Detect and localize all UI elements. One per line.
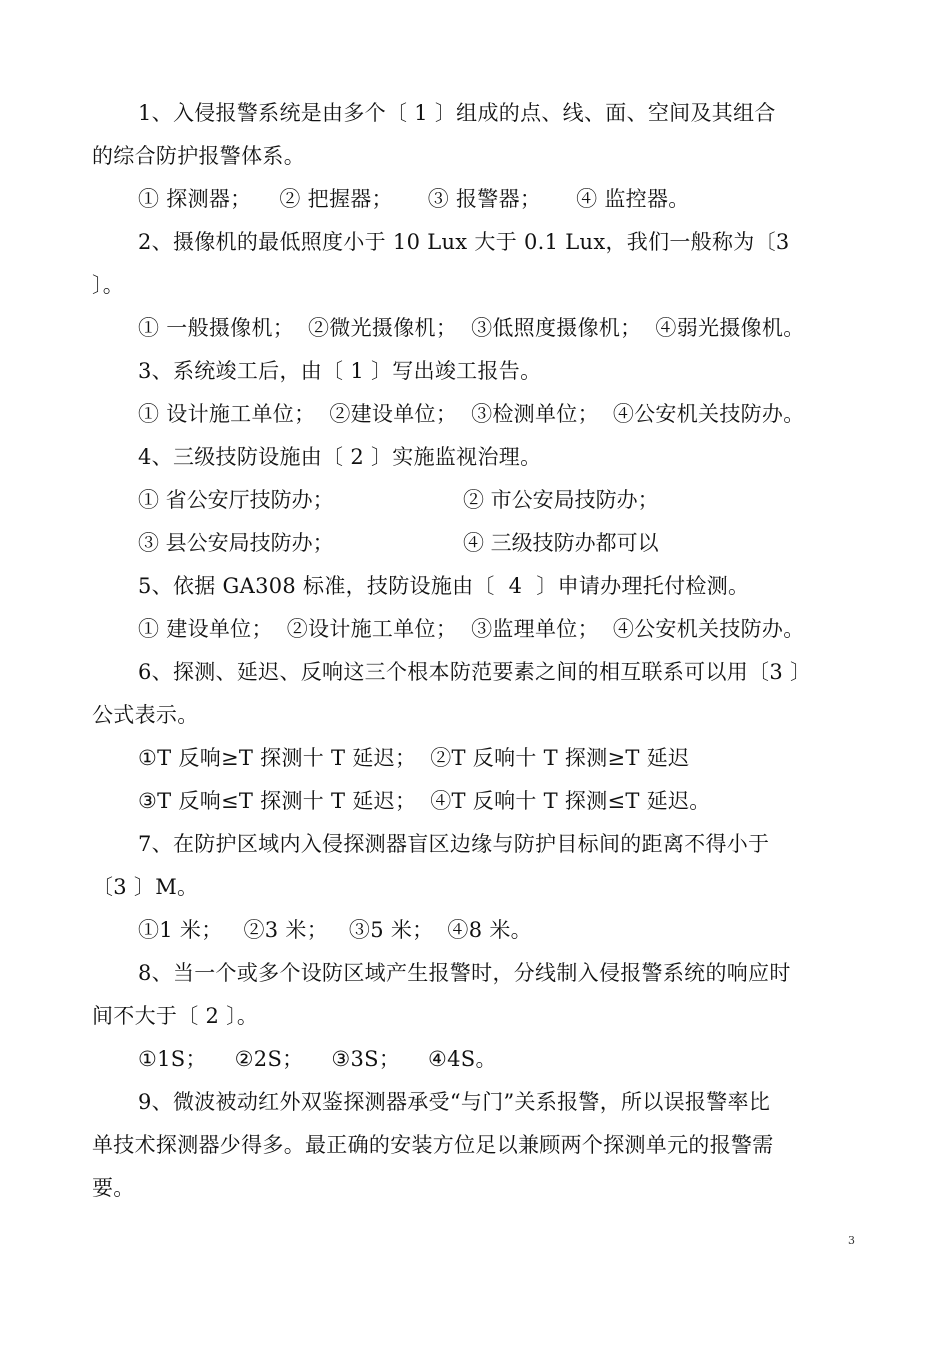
- question-7-options: ①1 米； ②3 米； ③5 米； ④8 米。: [138, 918, 532, 942]
- question-9-line-2: 单技术探测器少得多。最正确的安装方位足以兼顾两个探测单元的报警需: [92, 1133, 774, 1157]
- question-1-options: ① 探测器； ② 把握器； ③ 报警器； ④ 监控器。: [138, 187, 690, 211]
- question-2-options: ① 一般摄像机； ②微光摄像机； ③低照度摄像机； ④弱光摄像机。: [138, 316, 805, 340]
- question-3-line-1: 3、系统竣工后，由〔 1 〕写出竣工报告。: [138, 359, 542, 383]
- question-list: [92, 92, 872, 1210]
- question-2-line-1: 2、摄像机的最低照度小于 10 Lux 大于 0.1 Lux，我们一般称为〔3: [138, 230, 790, 254]
- question-2-line-2: 〕。: [92, 273, 125, 297]
- question-7-line-1: 7、在防护区域内入侵探测器盲区边缘与防护目标间的距离不得小于: [138, 832, 770, 856]
- question-4-option-3: ③ 县公安局技防办；: [138, 531, 334, 555]
- question-4-option-4: ④ 三级技防办都可以: [463, 531, 659, 555]
- question-9-line-1: 9、微波被动红外双鉴探测器承受“与门”关系报警，所以误报警率比: [138, 1090, 771, 1114]
- question-5-options: ① 建设单位； ②设计施工单位； ③监理单位； ④公安机关技防办。: [138, 617, 805, 641]
- question-3-options: ① 设计施工单位； ②建设单位； ③检测单位； ④公安机关技防办。: [138, 402, 805, 426]
- question-4-options-row-1: [92, 479, 872, 522]
- page-number: 3: [848, 1234, 855, 1247]
- question-4-options-row-2: [92, 522, 872, 565]
- question-8-line-2: 间不大于〔 2 〕。: [92, 1004, 259, 1028]
- question-5-line-1: 5、依据 GA308 标准，技防设施由〔 4 〕申请办理托付检测。: [138, 574, 750, 598]
- question-7-line-2: 〔3 〕M。: [92, 875, 199, 899]
- question-8-line-1: 8、当一个或多个设防区域产生报警时，分线制入侵报警系统的响应时: [138, 961, 791, 985]
- question-6-options-2: ③T 反响≤T 探测十 T 延迟； ④T 反响十 T 探测≤T 延迟。: [138, 789, 711, 813]
- question-1-line-1: 1、入侵报警系统是由多个〔 1 〕组成的点、线、面、空间及其组合: [138, 101, 776, 125]
- question-4-option-1: ① 省公安厅技防办；: [138, 488, 334, 512]
- question-4-option-2: ② 市公安局技防办；: [463, 488, 659, 512]
- question-1-line-2: 的综合防护报警体系。: [92, 144, 305, 168]
- question-8-options: ①1S； ②2S； ③3S； ④4S。: [138, 1047, 497, 1071]
- question-6-line-1: 6、探测、延迟、反响这三个根本防范要素之间的相互联系可以用〔3 〕: [138, 660, 812, 684]
- question-4-line-1: 4、三级技防设施由〔 2 〕实施监视治理。: [138, 445, 542, 469]
- question-9-line-3: 要。: [92, 1176, 135, 1200]
- question-6-options-1: ①T 反响≥T 探测十 T 延迟； ②T 反响十 T 探测≥T 延迟: [138, 746, 690, 770]
- question-6-line-2: 公式表示。: [92, 703, 199, 727]
